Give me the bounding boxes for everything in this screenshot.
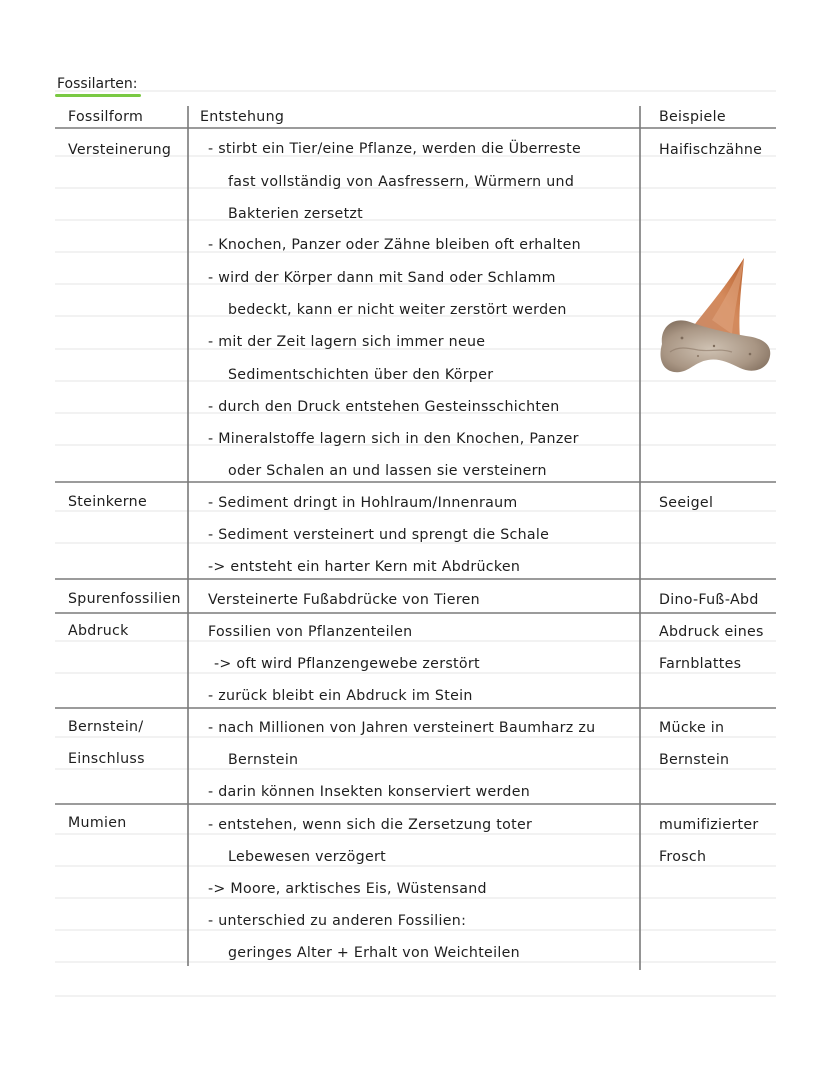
example-cell: Farnblattes [659, 656, 742, 672]
example-cell: Dino-Fuß-Abd [659, 592, 759, 608]
example-cell: Mücke in [659, 720, 725, 736]
form-cell: Spurenfossilien [68, 591, 181, 607]
origin-line: oder Schalen an und lassen sie versteinern [228, 463, 547, 479]
origin-line: - Knochen, Panzer oder Zähne bleiben oft erhalten [208, 237, 581, 253]
example-cell: Abdruck eines [659, 624, 764, 640]
origin-line: - durch den Druck entstehen Gesteinsschichten [208, 399, 560, 415]
example-cell: Seeigel [659, 495, 714, 511]
header-fossilform: Fossilform [68, 109, 144, 125]
example-cell: Frosch [659, 849, 707, 865]
origin-line: - stirbt ein Tier/eine Pflanze, werden die Überreste [208, 141, 581, 157]
origin-line: - zurück bleibt ein Abdruck im Stein [208, 688, 473, 704]
origin-line: -> Moore, arktisches Eis, Wüstensand [208, 881, 487, 897]
origin-line: - Sediment versteinert und sprengt die Schale [208, 527, 550, 543]
origin-line: - darin können Insekten konserviert werden [208, 784, 531, 800]
origin-line: Bakterien zersetzt [228, 206, 364, 222]
form-cell: Bernstein/ [68, 719, 144, 735]
origin-line: Versteinerte Fußabdrücke von Tieren [208, 592, 480, 608]
form-cell: Abdruck [68, 623, 129, 639]
origin-line: bedeckt, kann er nicht weiter zerstört werden [228, 302, 567, 318]
origin-line: Bernstein [228, 752, 299, 768]
origin-line: - Mineralstoffe lagern sich in den Knochen, Panzer [208, 431, 579, 447]
origin-line: -> entsteht ein harter Kern mit Abdrücken [208, 559, 521, 575]
origin-line: Lebewesen verzögert [228, 849, 386, 865]
origin-line: Fossilien von Pflanzenteilen [208, 624, 413, 640]
shark-tooth-icon [654, 256, 776, 384]
example-cell: mumifizierter [659, 817, 759, 833]
form-cell: Versteinerung [68, 142, 172, 158]
origin-line: - Sediment dringt in Hohlraum/Innenraum [208, 495, 518, 511]
form-cell: Einschluss [68, 751, 145, 767]
origin-line: Sedimentschichten über den Körper [228, 367, 494, 383]
origin-line: -> oft wird Pflanzengewebe zerstört [214, 656, 480, 672]
example-cell: Bernstein [659, 752, 730, 768]
origin-line: - mit der Zeit lagern sich immer neue [208, 334, 486, 350]
form-cell: Mumien [68, 815, 127, 831]
header-entstehung: Entstehung [200, 109, 285, 125]
origin-line: - nach Millionen von Jahren versteinert Baumharz zu [208, 720, 596, 736]
origin-line: - unterschied zu anderen Fossilien: [208, 913, 467, 929]
form-cell: Steinkerne [68, 494, 147, 510]
origin-line: geringes Alter + Erhalt von Weichteilen [228, 945, 520, 961]
origin-line: - wird der Körper dann mit Sand oder Schlamm [208, 270, 556, 286]
page-title: Fossilarten: [57, 76, 138, 92]
origin-line: fast vollständig von Aasfressern, Würmern und [228, 174, 575, 190]
header-beispiele: Beispiele [659, 109, 726, 125]
origin-line: - entstehen, wenn sich die Zersetzung toter [208, 817, 533, 833]
title-underline [55, 94, 141, 97]
example-cell: Haifischzähne [659, 142, 763, 158]
